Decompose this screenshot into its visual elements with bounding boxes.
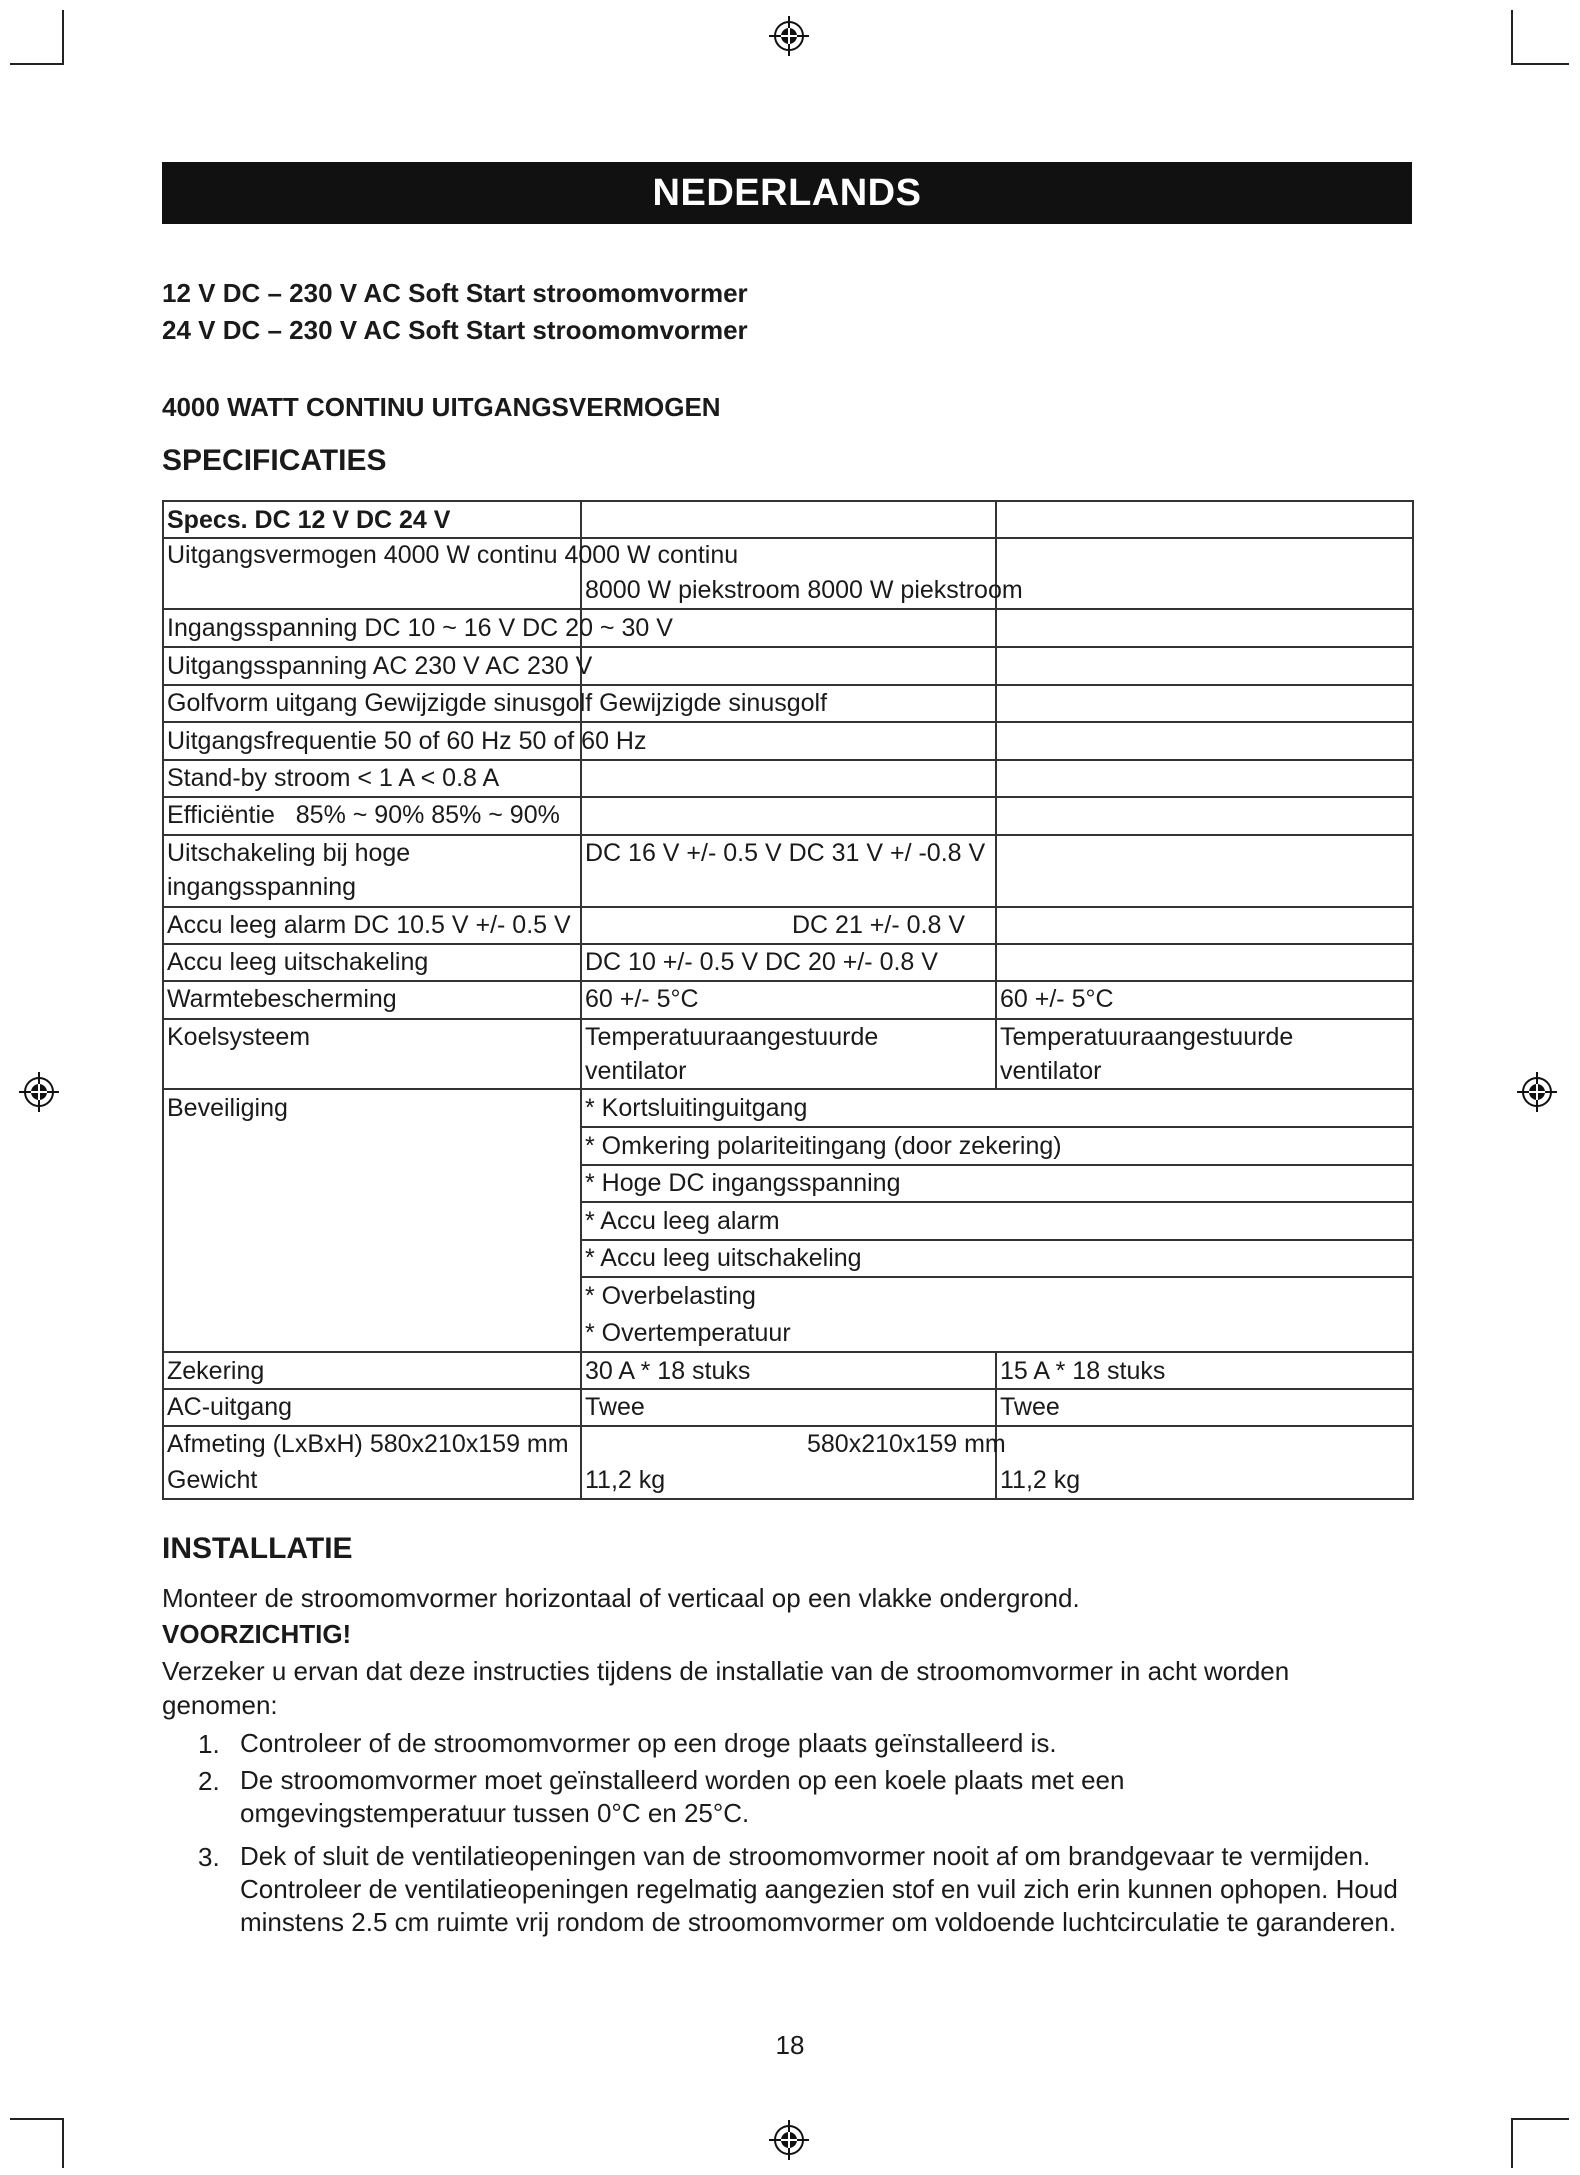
protection-item: * Accu leeg alarm <box>585 1207 780 1235</box>
spec-cooling-24v: Temperatuuraangestuurde ventilator <box>1000 1023 1294 1085</box>
spec-fuse-12v: 30 A * 18 stuks <box>585 1357 751 1385</box>
spec-low-battery-shutdown-value: DC 10 +/- 0.5 V DC 20 +/- 0.8 V <box>585 948 938 976</box>
spec-cooling-12v: Temperatuuraangestuurde ventilator <box>585 1023 879 1085</box>
spec-weight-24v: 11,2 kg <box>1000 1466 1081 1494</box>
spec-thermal-label: Warmtebescherming <box>167 985 397 1013</box>
crop-mark <box>1511 10 1513 65</box>
spec-frequency: Uitgangsfrequentie 50 of 60 Hz 50 of 60 Hz <box>167 727 647 755</box>
language-banner: NEDERLANDS <box>162 162 1412 224</box>
product-title-12v: 12 V DC – 230 V AC Soft Start stroomomvormer <box>162 278 748 308</box>
spec-thermal-12v: 60 +/- 5°C <box>585 985 699 1013</box>
crop-mark <box>1511 2118 1513 2168</box>
spec-low-battery-alarm-label: Accu leeg alarm DC 10.5 V +/- 0.5 V <box>167 911 571 939</box>
spec-standby-current: Stand-by stroom < 1 A < 0.8 A <box>167 764 500 792</box>
power-rating: 4000 WATT CONTINU UITGANGSVERMOGEN <box>162 392 721 422</box>
spec-waveform: Golfvorm uitgang Gewijzigde sinusgolf Gewijzigde sinusgolf <box>167 689 828 717</box>
crop-mark <box>62 10 64 65</box>
protection-item: * Kortsluitinguitgang <box>585 1094 808 1122</box>
spec-output-voltage: Uitgangsspanning AC 230 V AC 230 V <box>167 652 593 680</box>
installation-intro: Monteer de stroomomvormer horizontaal of verticaal op een vlakke ondergrond. <box>162 1583 1080 1613</box>
protection-item: * Overtemperatuur <box>585 1319 791 1347</box>
spec-input-voltage: Ingangsspanning DC 10 ~ 16 V DC 20 ~ 30 V <box>167 614 673 642</box>
protection-item: * Omkering polariteitingang (door zekering) <box>585 1132 1062 1160</box>
step-number: 2. <box>198 1766 220 1796</box>
spec-output-power: Uitgangsvermogen 4000 W continu 4000 W continu <box>167 541 739 569</box>
spec-dimensions-value: 580x210x159 mm <box>807 1430 1006 1458</box>
specs-heading: SPECIFICATIES <box>162 444 387 477</box>
protection-item: * Overbelasting <box>585 1282 756 1310</box>
protection-item: * Hoge DC ingangsspanning <box>585 1169 901 1197</box>
registration-mark-icon <box>1515 1070 1559 1114</box>
spec-overvoltage-value: DC 16 V +/- 0.5 V DC 31 V +/ -0.8 V <box>585 839 986 867</box>
spec-ac-output-label: AC-uitgang <box>167 1393 293 1421</box>
spec-low-battery-alarm-value: DC 21 +/- 0.8 V <box>792 911 965 939</box>
installation-heading: INSTALLATIE <box>162 1532 353 1565</box>
crop-mark <box>10 2118 64 2120</box>
spec-protection-label: Beveiliging <box>167 1094 288 1122</box>
step-number: 1. <box>198 1729 220 1759</box>
spec-thermal-24v: 60 +/- 5°C <box>1000 985 1114 1013</box>
spec-overvoltage-label: Uitschakeling bij hoge ingangsspanning <box>167 839 411 901</box>
spec-low-battery-shutdown-label: Accu leeg uitschakeling <box>167 948 429 976</box>
step-text: De stroomomvormer moet geïnstalleerd worden op een koele plaats met een omgevingstemperatuur tussen 0°C en 25°C. <box>240 1765 1125 1828</box>
spec-dimensions-label: Afmeting (LxBxH) 580x210x159 mm <box>167 1430 569 1458</box>
caution-label: VOORZICHTIG! <box>162 1619 352 1649</box>
crop-mark <box>62 2118 64 2168</box>
spec-ac-output-24v: Twee <box>1000 1393 1060 1421</box>
installation-lead: Verzeker u ervan dat deze instructies tijdens de installatie van de stroomomvormer in acht worden genomen: <box>162 1656 1290 1720</box>
spec-weight-12v: 11,2 kg <box>585 1466 666 1494</box>
product-title-24v: 24 V DC – 230 V AC Soft Start stroomomvormer <box>162 315 748 345</box>
spec-peak-power: 8000 W piekstroom 8000 W piekstroom <box>585 576 1023 604</box>
spec-ac-output-12v: Twee <box>585 1393 645 1421</box>
registration-mark-icon <box>767 14 811 58</box>
protection-item: * Accu leeg uitschakeling <box>585 1244 862 1272</box>
registration-mark-icon <box>767 2118 811 2162</box>
spec-weight-label: Gewicht <box>167 1466 258 1494</box>
spec-header-row: Specs. DC 12 V DC 24 V <box>167 506 451 534</box>
registration-mark-icon <box>17 1070 61 1114</box>
crop-mark <box>1511 63 1569 65</box>
spec-fuse-label: Zekering <box>167 1357 265 1385</box>
crop-mark <box>10 63 64 65</box>
page-number: 18 <box>775 2030 805 2060</box>
spec-table <box>162 500 1414 1500</box>
spec-cooling-label: Koelsysteem <box>167 1023 311 1051</box>
step-text: Dek of sluit de ventilatieopeningen van de stroomomvormer nooit af om brandgevaar te vermijden. Controleer de ventilatieopeningen regelmatig aangezien stof en vuil zich erin kunnen ophopen. Houd minstens 2.5 cm ruimte vrij rondom de stroomomvormer om voldoende luchtcirculatie te garanderen. <box>240 1841 1398 1937</box>
crop-mark <box>1511 2118 1569 2120</box>
step-text: Controleer of de stroomomvormer op een droge plaats geïnstalleerd is. <box>240 1728 1057 1758</box>
spec-fuse-24v: 15 A * 18 stuks <box>1000 1357 1166 1385</box>
step-number: 3. <box>198 1842 220 1872</box>
spec-efficiency: Efficiëntie 85% ~ 90% 85% ~ 90% <box>167 801 560 829</box>
